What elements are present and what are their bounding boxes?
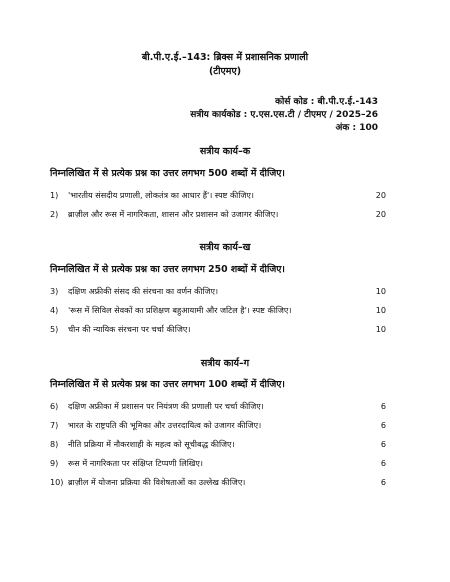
question-number: 5) <box>50 324 59 334</box>
question-marks: 10 <box>375 305 386 315</box>
document-title: बी.पी.ए.ई.–143: ब्रिक्स में प्रशासनिक प्रणाली <box>141 52 309 63</box>
question-item <box>50 209 380 220</box>
question-number: 10) <box>50 477 64 487</box>
question-item <box>50 458 380 469</box>
question-text: ब्राज़ील और रूस में नागरिकता, शासन और प्रशासन को उजागर कीजिए। <box>68 209 279 219</box>
question-number: 7) <box>50 420 59 430</box>
question-item <box>50 420 380 431</box>
question-number: 3) <box>50 286 59 296</box>
question-text: ब्राज़ील में योजना प्रक्रिया की विशेषताओं का उल्लेख कीजिए। <box>68 477 246 487</box>
question-marks: 6 <box>380 439 386 449</box>
section-a-heading: सत्रीय कार्य–क <box>199 146 251 157</box>
question-marks: 6 <box>380 420 386 430</box>
question-marks: 20 <box>375 190 386 200</box>
question-item <box>50 305 380 316</box>
question-number: 8) <box>50 439 59 449</box>
question-text: भारत के राष्ट्रपति की भूमिका और उत्तरदायित्व को उजागर कीजिए। <box>68 420 262 430</box>
question-marks: 10 <box>375 286 386 296</box>
question-item <box>50 439 380 450</box>
question-marks: 6 <box>380 458 386 468</box>
question-text: चीन की न्यायिक संरचना पर चर्चा कीजिए। <box>68 324 191 334</box>
question-text: 'रूस में सिविल सेवकों का प्रशिक्षण बहुआयामी और जटिल है'। स्पष्ट कीजिए। <box>68 305 292 315</box>
question-number: 1) <box>50 190 59 200</box>
document-subtitle: (टीएमए) <box>208 66 242 77</box>
question-item <box>50 190 380 201</box>
question-text: 'भारतीय संसदीय प्रणाली, लोकतंत्र का आधार हैं'। स्पष्ट कीजिए। <box>68 190 254 200</box>
question-number: 6) <box>50 401 59 411</box>
assignment-code: सत्रीय कार्यकोड : ए.एस.एस.टी / टीएमए / 2025–26 <box>190 110 378 120</box>
question-number: 9) <box>50 458 59 468</box>
section-c-heading: सत्रीय कार्य–ग <box>200 358 250 369</box>
section-b-instruction: निम्नलिखित में से प्रत्येक प्रश्न का उत्तर लगभग 250 शब्दों में दीजिए। <box>50 264 285 275</box>
course-code: कोर्स कोड : बी.पी.ए.ई.-143 <box>275 97 378 107</box>
section-c-instruction: निम्नलिखित में से प्रत्येक प्रश्न का उत्तर लगभग 100 शब्दों में दीजिए। <box>50 379 285 390</box>
question-marks: 10 <box>375 324 386 334</box>
question-item <box>50 477 380 488</box>
question-text: नीति प्रक्रिया में नौकरशाही के महत्व को सूचीबद्ध कीजिए। <box>68 439 235 449</box>
section-b-heading: सत्रीय कार्य–ख <box>199 242 251 253</box>
question-text: दक्षिण अफ्रीकी संसद की संरचना का वर्णन कीजिए। <box>68 286 219 296</box>
question-marks: 6 <box>380 401 386 411</box>
question-item <box>50 286 380 297</box>
total-marks: अंक : 100 <box>335 123 378 133</box>
question-number: 4) <box>50 305 59 315</box>
question-number: 2) <box>50 209 59 219</box>
question-text: रूस में नागरिकता पर संक्षिप्त टिप्पणी लिखिए। <box>68 458 203 468</box>
question-text: दक्षिण अफ्रीका में प्रशासन पर नियंत्रण की प्रणाली पर चर्चा कीजिए। <box>68 401 264 411</box>
question-item <box>50 324 380 335</box>
section-a-instruction: निम्नलिखित में से प्रत्येक प्रश्न का उत्तर लगभग 500 शब्दों में दीजिए। <box>50 168 285 179</box>
question-item <box>50 401 380 412</box>
question-marks: 20 <box>375 209 386 219</box>
question-marks: 6 <box>380 477 386 487</box>
